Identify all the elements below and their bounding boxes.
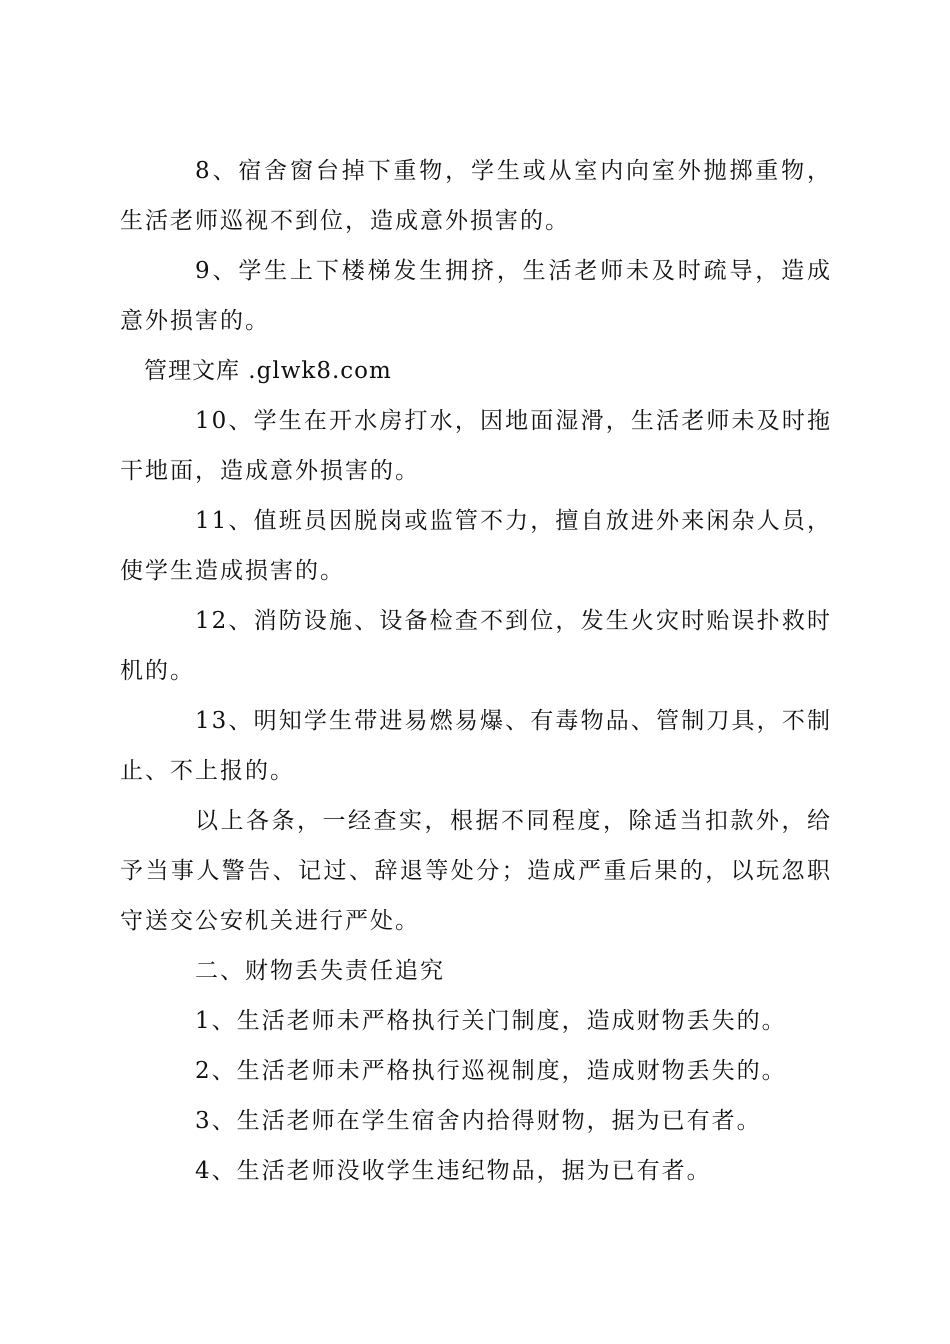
text-line: 生活老师巡视不到位，造成意外损害的。: [120, 208, 570, 234]
paragraph-item-8: [120, 146, 832, 246]
text-line: 止、不上报的。: [120, 758, 295, 784]
paragraph-s2-item-3: [120, 1096, 832, 1146]
paragraph-s2-item-4: [120, 1146, 832, 1196]
text-line: 使学生造成损害的。: [120, 558, 345, 584]
paragraph-item-13: [120, 696, 832, 796]
text-line: 3、生活老师在学生宿舍内拾得财物，据为已有者。: [195, 1108, 762, 1134]
paragraph-item-11: [120, 496, 832, 596]
text-line: 2、生活老师未严格执行巡视制度，造成财物丢失的。: [195, 1058, 787, 1084]
text-line: 10、学生在开水房打水，因地面湿滑，生活老师未及时拖: [195, 408, 832, 434]
text-line: 干地面，造成意外损害的。: [120, 458, 420, 484]
text-line: 守送交公安机关进行严处。: [120, 908, 420, 934]
paragraph-item-9: [120, 246, 832, 346]
paragraph-item-10: [120, 396, 832, 496]
text-line: 予当事人警告、记过、辞退等处分；造成严重后果的，以玩忽职: [120, 858, 832, 884]
paragraph-s2-item-2: [120, 1046, 832, 1096]
paragraph-s2-item-1: [120, 996, 832, 1046]
text-line: 4、生活老师没收学生违纪物品，据为已有者。: [195, 1158, 712, 1184]
paragraph-item-12: [120, 596, 832, 696]
section-heading: [120, 946, 832, 996]
text-line: 机的。: [120, 658, 195, 684]
watermark-text: [120, 346, 832, 396]
paragraph-summary: [120, 796, 832, 946]
text-line: 管理文库 .glwk8.com: [144, 358, 392, 384]
text-line: 二、财物丢失责任追究: [195, 958, 445, 984]
text-line: 意外损害的。: [120, 308, 270, 334]
document-body: [120, 146, 832, 1196]
text-line: 8、宿舍窗台掉下重物，学生或从室内向室外抛掷重物，: [195, 158, 832, 184]
text-line: 9、学生上下楼梯发生拥挤，生活老师未及时疏导，造成: [195, 258, 832, 284]
text-line: 1、生活老师未严格执行关门制度，造成财物丢失的。: [195, 1008, 787, 1034]
text-line: 12、消防设施、设备检查不到位，发生火灾时贻误扑救时: [195, 608, 832, 634]
text-line: 11、值班员因脱岗或监管不力，擅自放进外来闲杂人员，: [195, 508, 832, 534]
text-line: 以上各条，一经查实，根据不同程度，除适当扣款外，给: [195, 808, 832, 834]
text-line: 13、明知学生带进易燃易爆、有毒物品、管制刀具，不制: [195, 708, 832, 734]
